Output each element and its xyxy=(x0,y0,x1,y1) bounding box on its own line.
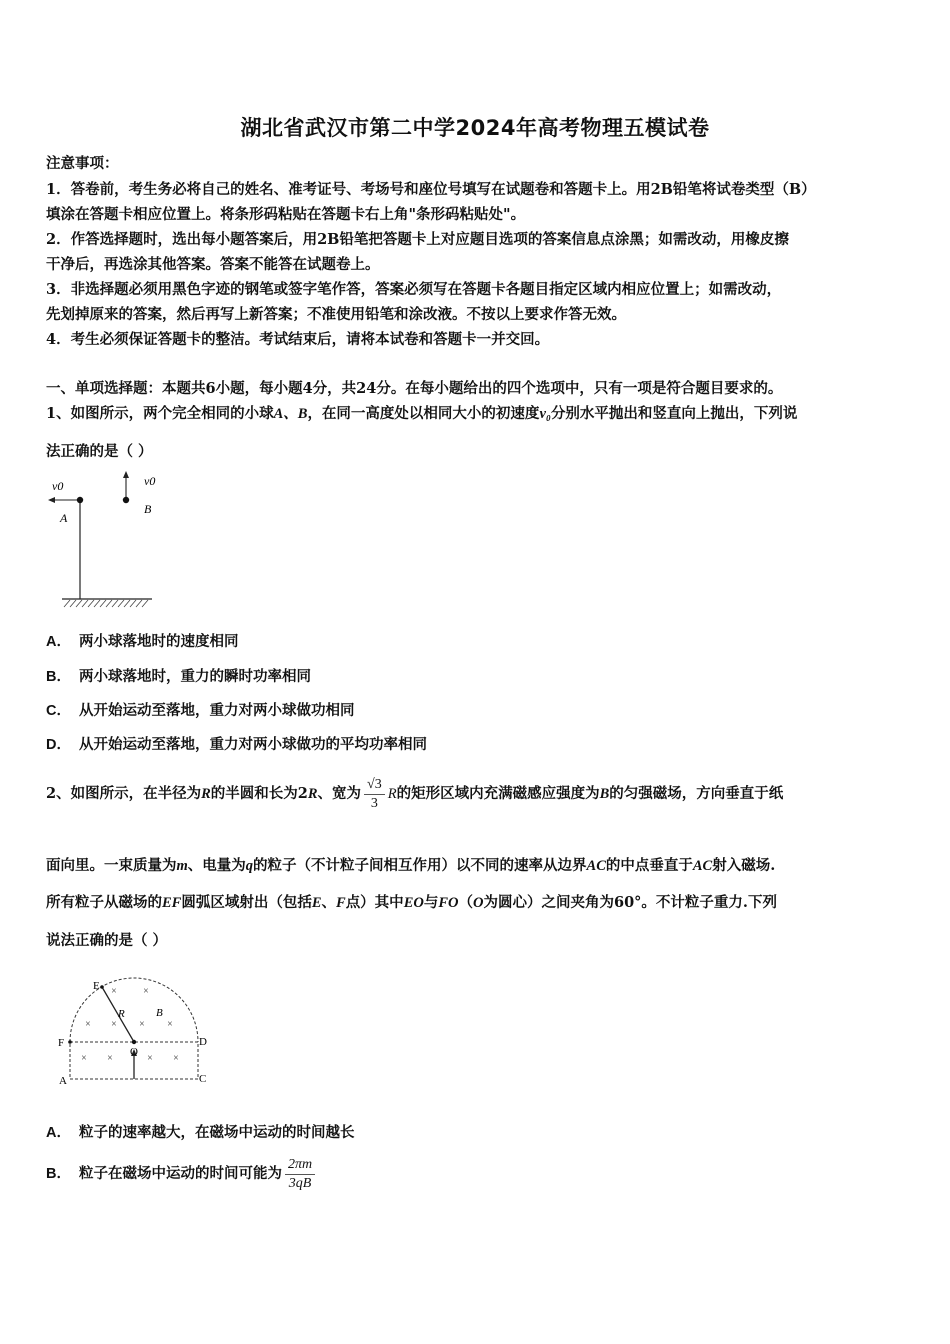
q1-option-c: C． 从开始运动至落地，重力对两小球做功相同 xyxy=(46,702,355,719)
label-o: O xyxy=(130,1046,138,1058)
notice-line: 3．非选择题必须用黑色字迹的钢笔或签字笔作答，答案必须写在答题卡各题目指定区域内相应位置上；如需改动， xyxy=(46,281,782,298)
label-e: E xyxy=(93,980,100,992)
q2-option-b: B． 粒子在磁场中运动的时间可能为 $\frac{2\pi m}{3qB}$ xyxy=(46,1152,318,1196)
label-b: B xyxy=(144,502,152,516)
q2-stem-line4: 说法正确的是（ ） xyxy=(46,932,168,949)
width-fraction: $\frac{√3}{3}$ xyxy=(364,776,385,813)
q2-figure xyxy=(54,972,216,1090)
notice-line: 先划掉原来的答案，然后再写上新答案；不准使用铅笔和涂改液。不按以上要求作答无效。 xyxy=(46,306,626,323)
ball-a xyxy=(77,497,83,503)
field-cross: × xyxy=(107,1053,113,1064)
notice-line: 干净后，再选涂其他答案。答案不能答在试题卷上。 xyxy=(46,256,380,273)
q1-figure xyxy=(44,466,164,616)
ball-b xyxy=(123,497,129,503)
q1-option-d: D． 从开始运动至落地，重力对两小球做功的平均功率相同 xyxy=(46,736,427,753)
field-cross: × xyxy=(81,1053,87,1064)
field-cross: × xyxy=(111,986,117,997)
label-r: R xyxy=(118,1008,125,1020)
q1-stem-line2: 法正确的是（ ） xyxy=(46,443,153,460)
notice-line: 4．考生必须保证答题卡的整洁。考试结束后，请将本试卷和答题卡一并交回。 xyxy=(46,331,550,348)
v0-label: v0 xyxy=(144,474,156,488)
label-a: A xyxy=(60,511,68,525)
q2-stem-line1: 2、如图所示，在半径为R的半圆和长为2R、宽为 $\frac{√3}{3}$ R的矩形区域内充满磁感应强度为B的匀强磁场，方向垂直于纸 xyxy=(46,776,784,811)
q2-option-a: A． 粒子的速率越大，在磁场中运动的时间越长 xyxy=(46,1124,355,1141)
field-cross: × xyxy=(173,1053,179,1064)
v0-label: v0 xyxy=(52,479,64,493)
label-d: D xyxy=(199,1036,207,1048)
notice-heading: 注意事项： xyxy=(46,155,119,172)
field-cross: × xyxy=(111,1019,117,1030)
label-c: C xyxy=(199,1073,207,1085)
q1-option-a: A． 两小球落地时的速度相同 xyxy=(46,633,239,650)
time-fraction: $\frac{2\pi m}{3qB}$ xyxy=(285,1156,315,1193)
field-cross: × xyxy=(143,986,149,997)
field-cross: × xyxy=(85,1019,91,1030)
label-b: B xyxy=(156,1007,163,1019)
field-cross: × xyxy=(167,1019,173,1030)
q2-stem-line3: 所有粒子从磁场的EF圆弧区域射出（包括E、F点）其中EO与FO（O为圆心）之间夹角为60°。不计粒子重力.下列 xyxy=(46,894,777,911)
page-title: 湖北省武汉市第二中学2024年高考物理五模试卷 xyxy=(240,116,710,140)
notice-line: 填涂在答题卡相应位置上。将条形码粘贴在答题卡右上角"条形码粘贴处"。 xyxy=(46,206,526,223)
field-cross: × xyxy=(139,1019,145,1030)
notice-line: 1．答卷前，考生务必将自己的姓名、准考证号、考场号和座位号填写在试题卷和答题卡上。用2B铅笔将试卷类型（B） xyxy=(46,181,816,198)
q1-option-b: B． 两小球落地时，重力的瞬时功率相同 xyxy=(46,668,311,685)
label-f: F xyxy=(58,1037,65,1049)
notice-line: 2．作答选择题时，选出每小题答案后，用2B铅笔把答题卡上对应题目选项的答案信息点涂黑；如需改动，用橡皮擦 xyxy=(46,231,789,248)
section-heading: 一、单项选择题：本题共6小题，每小题4分，共24分。在每小题给出的四个选项中，只有一项是符合题目要求的。 xyxy=(46,380,783,397)
q2-stem-line2: 面向里。一束质量为m、电量为q的粒子（不计粒子间相互作用）以不同的速率从边界AC的中点垂直于AC射入磁场. xyxy=(46,857,776,874)
label-a: A xyxy=(59,1075,67,1087)
field-cross: × xyxy=(147,1053,153,1064)
q1-stem-line1: 1、如图所示，两个完全相同的小球A、B，在同一高度处以相同大小的初速度v₀分别水平抛出和竖直向上抛出，下列说 xyxy=(46,405,798,422)
